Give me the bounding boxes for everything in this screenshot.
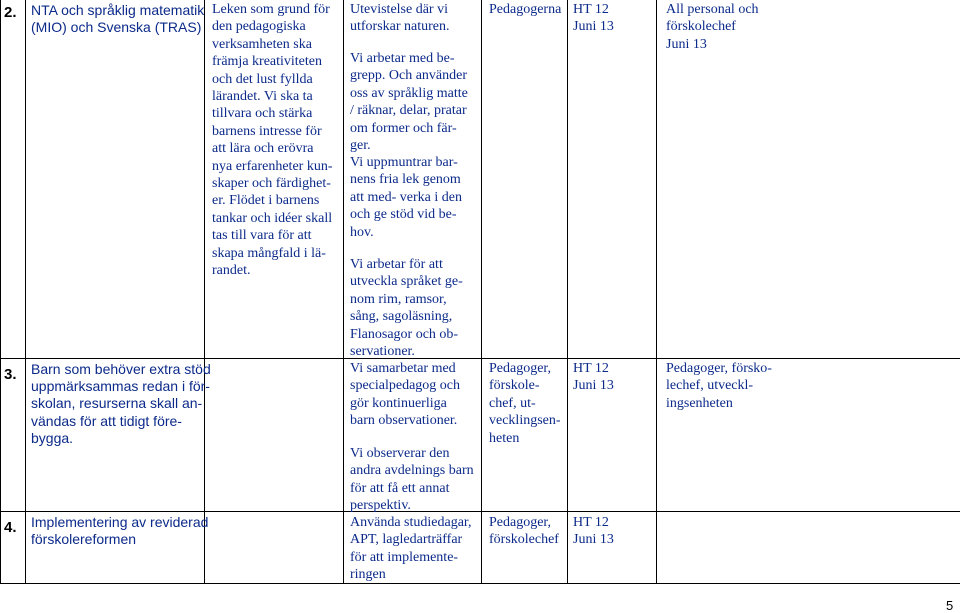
method-text: Vi arbetar med be- grepp. Och använder oss av språklig matte / räknar, delar, pratar om former och fär- ger. xyxy=(350,51,468,154)
when-text: HT 12 Juni 13 xyxy=(573,2,614,35)
column-divider xyxy=(481,0,482,584)
goal-text: Implementering av reviderad förskolereformen xyxy=(31,514,209,548)
row-number: 4. xyxy=(4,519,17,536)
column-divider xyxy=(25,0,26,584)
responsible-text: Pedagoger, förskolechef xyxy=(489,515,559,548)
method-text: Vi samarbetar med specialpedagog och gör kontinuerliga barn observationer. xyxy=(350,361,461,429)
when-text: HT 12 Juni 13 xyxy=(573,361,614,394)
motivation-text: Leken som grund för den pedagogiska verksamheten ska främja kreativiteten och det lust fyllda lärandet. Vi ska ta tillvara och stärka barnens intresse för att lära och erövra nya erfarenheter kun- skaper och färdighet- er. Flödet i barnens tankar och idéer skall tas till vara för att skapa mångfald i lä- randet. xyxy=(212,2,333,279)
method-text: Vi observerar den andra avdelnings barn för att få ett annat perspektiv. xyxy=(350,446,474,514)
row-number: 2. xyxy=(4,4,17,21)
method-text: Vi arbetar för att utveckla språket ge- nom rim, ramsor, sång, sagoläsning, Flanosagor och ob- servationer. xyxy=(350,257,463,360)
column-divider xyxy=(656,0,657,584)
method-text: Utevistelse där vi utforskar naturen. xyxy=(350,2,450,35)
column-divider xyxy=(343,0,344,584)
row-number: 3. xyxy=(4,366,17,383)
table-border-left xyxy=(0,0,1,584)
method-text: Använda studiedagar, APT, lagledarträffar för att implemente- ringen xyxy=(350,515,472,583)
followup-text: Pedagoger, försko- lechef, utveckl- ingsenheten xyxy=(666,361,772,411)
row-divider xyxy=(0,511,960,512)
page-number: 5 xyxy=(946,598,954,613)
row-divider xyxy=(0,358,960,359)
responsible-text: Pedagoger, förskole- chef, ut- vecklingsen- heten xyxy=(489,361,561,446)
goal-text: Barn som behöver extra stöd uppmärksammas redan i för- skolan, resurserna skall an- vändas för att tidigt före- bygga. xyxy=(31,361,211,446)
goal-text: NTA och språklig matematik (MIO) och Svenska (TRAS) xyxy=(31,2,205,36)
column-divider xyxy=(204,0,205,584)
responsible-text: Pedagogerna xyxy=(489,2,562,17)
followup-text: All personal och förskolechef Juni 13 xyxy=(666,2,759,52)
table-border-bottom xyxy=(0,583,960,584)
method-text: Vi uppmuntrar bar- nens fria lek genom att med- verka i den och ge stöd vid be- hov. xyxy=(350,155,462,240)
column-divider xyxy=(567,0,568,584)
when-text: HT 12 Juni 13 xyxy=(573,515,614,548)
